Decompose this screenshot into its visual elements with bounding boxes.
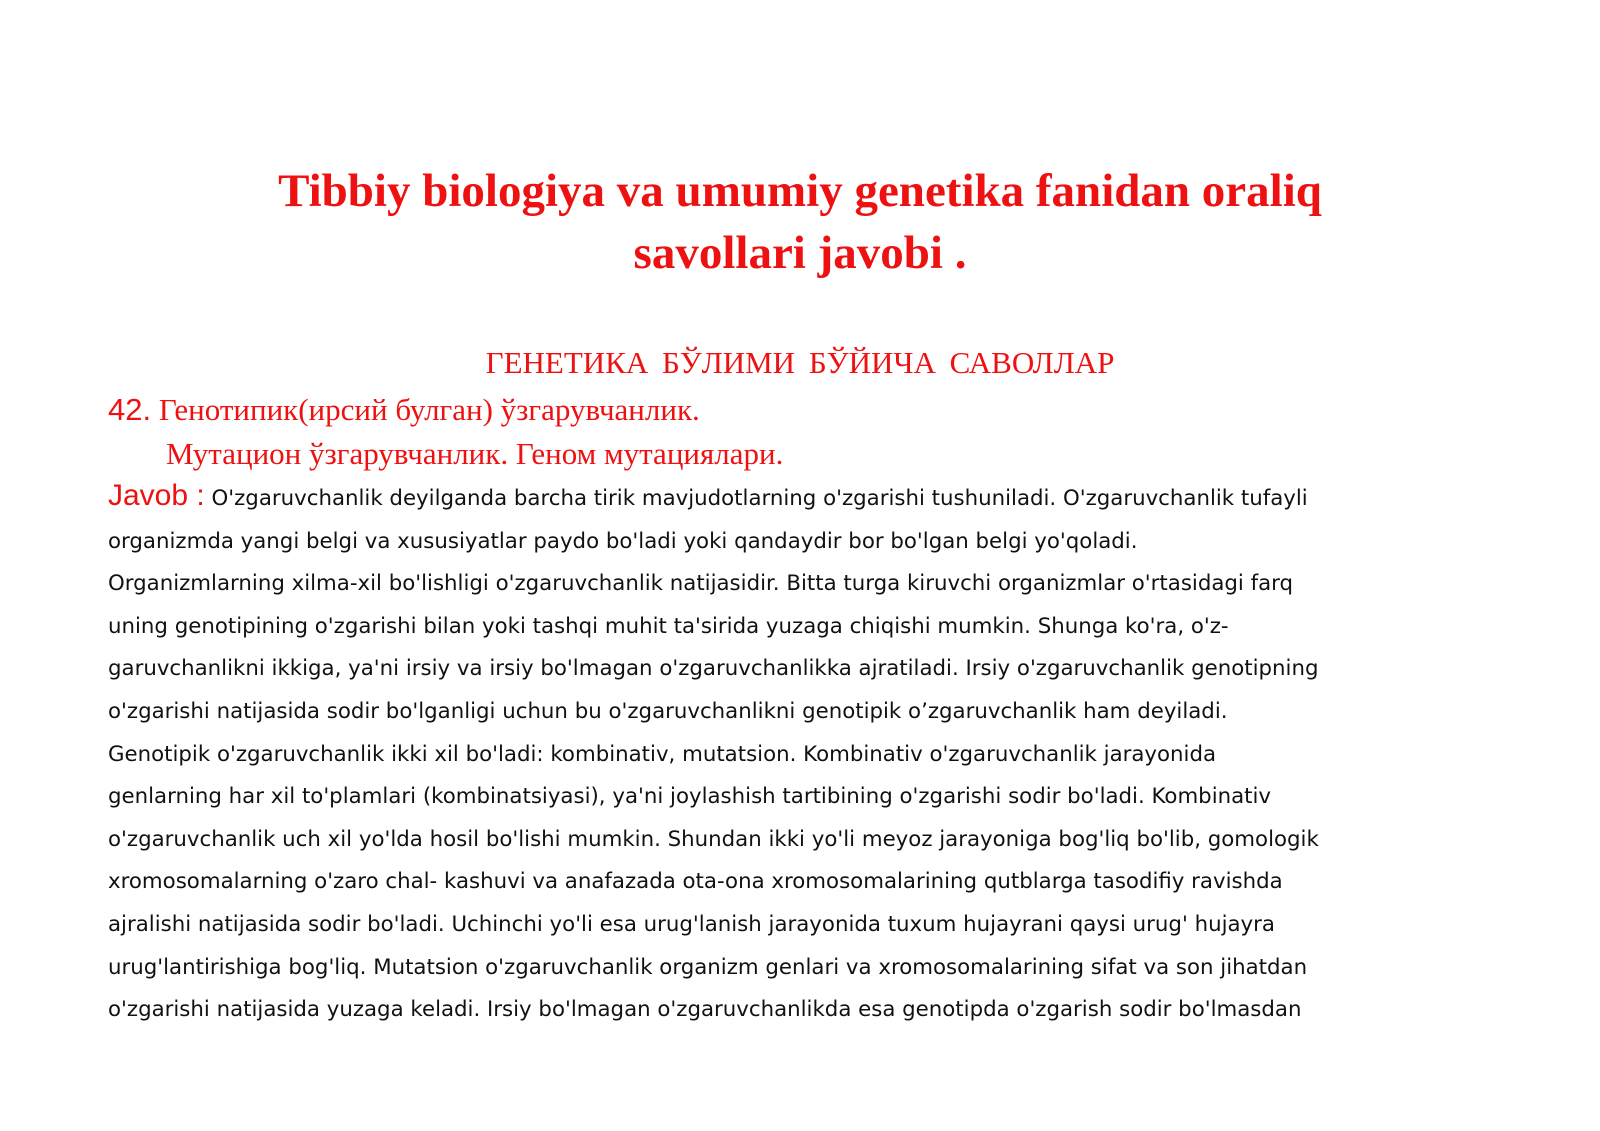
document-title xyxy=(0,160,1600,284)
answer-line: uning genotipining o'zgarishi bilan yoki tashqi muhit ta'sirida yuzaga chiqishi mumkin. Shunga ko'ra, o'z- xyxy=(108,613,1229,639)
question-line-1: Генотипик(ирсий булган) ўзгарувчанлик. xyxy=(158,392,700,427)
answer-line: Genotipik o'zgaruvchanlik ikki xil bo'ladi: kombinativ, mutatsion. Kombinativ o'zgaruvchanlik jarayonida xyxy=(108,741,1217,767)
answer-line: xromosomalarning o'zaro chal- kashuvi va anafazada ota-ona xromosomalarining qutblarga tasodifiy ravishda xyxy=(108,869,1283,895)
document-title-line-2: savollari javobi . xyxy=(633,227,967,279)
answer-line xyxy=(108,475,1508,521)
question-block xyxy=(108,388,783,476)
answer-line: o'zgaruvchanlik uch xil yo'lda hosil bo'lishi mumkin. Shundan ikki yo'li meyoz jarayoniga bog'liq bo'lib, gomologik xyxy=(108,826,1319,852)
answer-line: Organizmlarning xilma-xil bo'lishligi o'zgaruvchanlik natijasidir. Bitta turga kiruvchi organizmlar o'rtasidagi farq xyxy=(108,571,1294,597)
answer-line: o'zgarishi natijasida yuzaga keladi. Irsiy bo'lmagan o'zgaruvchanlikda esa genotipda o'zgarish sodir bo'lmasdan xyxy=(108,997,1302,1023)
document-title-line-1: Tibbiy biologiya va umumiy genetika fanidan oraliq xyxy=(278,165,1322,217)
answer-line: ajralishi natijasida sodir bo'ladi. Uchinchi yo'li esa urug'lanish jarayonida tuxum hujayrani qaysi urug' hujayra xyxy=(108,911,1275,937)
answer-block xyxy=(108,475,1508,1032)
question-line-2: Мутацион ўзгарувчанлик. Геном мутациялари. xyxy=(166,436,784,471)
answer-line: o'zgarishi natijasida sodir bo'lganligi uchun bu o'zgaruvchanlikni genotipik o’zgaruvchanlik ham deyiladi. xyxy=(108,698,1228,724)
answer-label: Javob : xyxy=(108,479,205,512)
answer-line-text: O'zgaruvchanlik deyilganda barcha tirik mavjudotlarning o'zgarishi tushuniladi. O'zgaruvchanlik tufayli xyxy=(211,486,1308,511)
question-number: 42. xyxy=(108,392,152,427)
section-heading: ГЕНЕТИКА БЎЛИМИ БЎЙИЧА САВОЛЛАР xyxy=(485,345,1115,380)
answer-line: garuvchanlikni ikkiga, ya'ni irsiy va irsiy bo'lmagan o'zgaruvchanlikka ajratiladi. Irsiy o'zgaruvchanlik genotipning xyxy=(108,656,1319,682)
answer-line: urug'lantirishiga bog'liq. Mutatsion o'zgaruvchanlik organizm genlari va xromosomalarining sifat va son jihatdan xyxy=(108,954,1308,980)
answer-line: organizmda yangi belgi va xususiyatlar paydo bo'ladi yoki qandaydir bor bo'lgan belgi yo'qoladi. xyxy=(108,528,1138,554)
answer-line: genlarning har xil to'plamlari (kombinatsiyasi), ya'ni joylashish tartibining o'zgarishi sodir bo'ladi. Kombinativ xyxy=(108,784,1272,810)
